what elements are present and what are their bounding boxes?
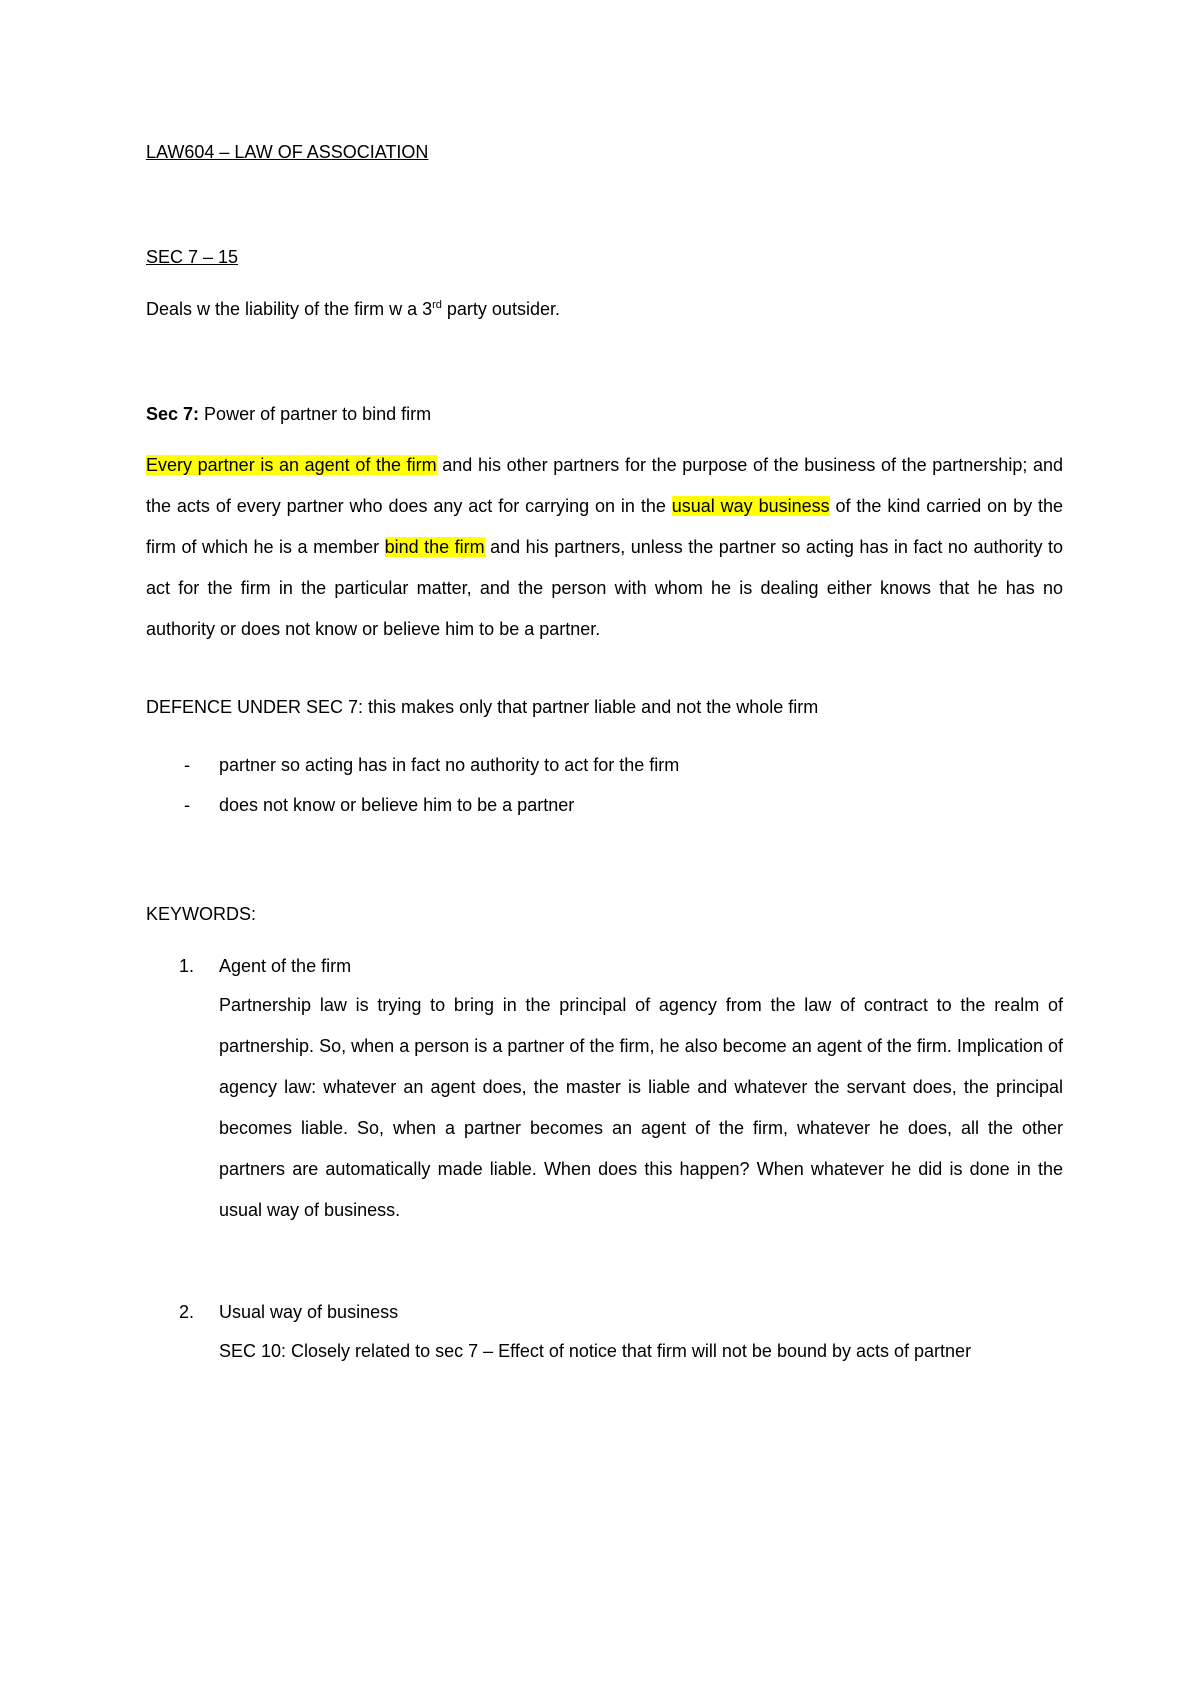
dash-bullet-icon: - bbox=[184, 795, 190, 815]
intro-text-start: Deals w the liability of the firm w a 3 bbox=[146, 299, 433, 319]
defence-bullet-text: does not know or believe him to be a partner bbox=[219, 795, 575, 815]
defence-text: this makes only that partner liable and not the whole firm bbox=[363, 697, 819, 717]
defence-line bbox=[146, 687, 1063, 728]
keyword-label: Agent of the firm bbox=[219, 956, 352, 976]
highlight-usual-way-business: usual way business bbox=[671, 496, 830, 516]
sec7-body-paragraph bbox=[146, 445, 1063, 650]
sec7-body-text-2: of the kind carried on by the firm of which he is a member bbox=[146, 496, 1063, 557]
sec7-body-text-1: and his other partners for the purpose of the business of the partnership; and the acts of every partner who does any act for carrying on in the bbox=[146, 455, 1064, 516]
intro-superscript: rd bbox=[432, 299, 442, 311]
intro-line bbox=[146, 289, 1063, 330]
keyword-body-paragraph: SEC 10: Closely related to sec 7 – Effect of notice that firm will not be bound by acts of partner bbox=[219, 1341, 972, 1361]
defence-bullet-text: partner so acting has in fact no authority to act for the firm bbox=[219, 755, 680, 775]
sec7-body-text-3: and his partners, unless the partner so acting has in fact no authority to act for the firm in the particular matter, and the person with whom he is dealing either knows that he has no authority or does not know or believe him to be a partner. bbox=[146, 537, 1063, 639]
document-title: LAW604 – LAW OF ASSOCIATION bbox=[146, 142, 429, 162]
keywords-heading: KEYWORDS: bbox=[146, 904, 257, 924]
sec7-heading-text: Power of partner to bind firm bbox=[199, 404, 432, 424]
intro-text-end: party outsider. bbox=[441, 299, 560, 319]
sec7-heading-label: Sec 7: bbox=[146, 404, 200, 424]
keyword-number: 2. bbox=[179, 1302, 195, 1322]
highlight-agent-of-firm: Every partner is an agent of the firm bbox=[146, 455, 437, 475]
keyword-number: 1. bbox=[179, 956, 195, 976]
dash-bullet-icon: - bbox=[184, 755, 190, 775]
keyword-body-paragraph: Partnership law is trying to bring in the principal of agency from the law of contract to the realm of partnership. So, when a person is a partner of the firm, he also become an agent of the firm. Implication of agency law: whatever an agent does, the master is liable and whatever the servant does, the principal becomes liable. So, when a partner becomes an agent of the firm, whatever he does, all the other partners are automatically made liable. When does this happen? When whatever he did is done in the usual way of business. bbox=[219, 995, 1063, 1220]
defence-label: DEFENCE UNDER SEC 7: bbox=[146, 697, 364, 717]
sec7-heading bbox=[146, 394, 1063, 435]
keyword-label: Usual way of business bbox=[219, 1302, 399, 1322]
section-range-heading: SEC 7 – 15 bbox=[146, 247, 239, 267]
highlight-bind-the-firm: bind the firm bbox=[384, 537, 485, 557]
